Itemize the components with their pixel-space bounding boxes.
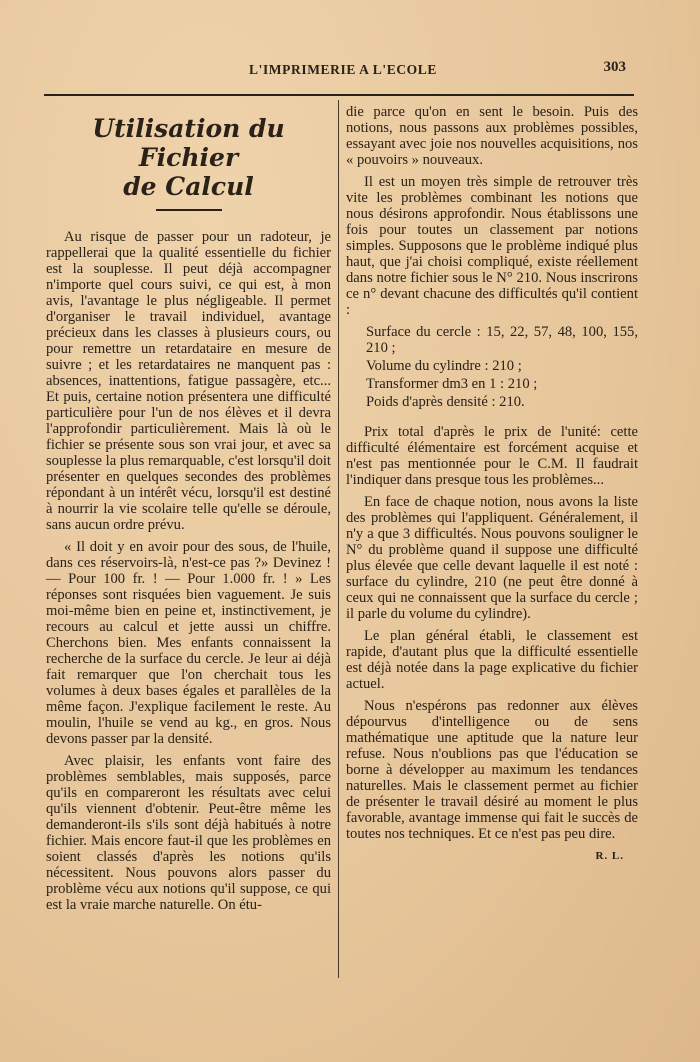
- article-title-line-2: de Calcul: [123, 172, 254, 201]
- paragraph: En face de chaque notion, nous avons la liste des problèmes qui l'appliquent. Généralement, il n'y a que 3 difficultés. Nous pouvons souligner le N° du problème quand il suppose une difficulté plus élevée que celle devant laquelle il est noté : surface du cylindre, 210 (ne peut être donné à ceux qui ne connaissent que la surface du cercle ; il parle du volume du cylindre).: [346, 494, 638, 622]
- author-signature: R. L.: [595, 850, 624, 862]
- running-title: L'IMPRIMERIE A L'ECOLE: [249, 62, 437, 77]
- difficulty-list: [346, 324, 638, 410]
- paragraph: Prix total d'après le prix de l'unité: cette difficulté élémentaire est forcément acquise et n'est pas mentionnée pour le C.M. Il faudrait l'indiquer dans presque tous les problèmes...: [346, 424, 638, 488]
- column-divider: [338, 100, 339, 978]
- paragraph: « Il doit y en avoir pour des sous, de l'huile, dans ces réservoirs-là, n'est-ce pas ?» Devinez ! — Pour 100 fr. ! — Pour 1.000 fr. ! » Les réponses sont risquées bien vaguement. Je suis moi-même bien en peine et, instinctivement, je recours au calcul et jette aussi un chiffre. Cherchons bien. Mes enfants connaissent la recherche de la surface du cercle. Je leur ai déjà fait remarquer que l'on cherchait tous les volumes à deux bases égales et parallèles de la même façon. J'explique facilement le reste. Au moulin, l'huile se vend au kg., en gros. Nous devons passer par la densité.: [46, 539, 331, 747]
- list-item: Volume du cylindre : 210 ;: [366, 358, 522, 374]
- right-column: [346, 104, 638, 864]
- paragraph: Au risque de passer pour un radoteur, je rappellerai que la qualité essentielle du fichier est la souplesse. Il peut déjà accompagner n'importe quel cours suivi, ce qui est, à mon avis, l'avantage le plus négligeable. Il permet d'organiser le travail individuel, avantage précieux dans les classes à plusieurs cours, ou pour remettre un retardataire en mesure de suivre ; et les retardataires ne manquent pas : absences, inattentions, fatigue passagère, etc... Et puis, certaine notion présentera une difficulté particulière pour l'un de nos élèves et il devra l'approfondir particulièrement. Mais là où le fichier se présente sous son vrai jour, et avec sa souplesse la plus remarquable, c'est lorsqu'il doit présenter en quelques secondes des problèmes répondant à un intérêt vécu, lorsqu'il est destiné à nourrir la vie scolaire telle qu'elle se déroule, sans aucun ordre prévu.: [46, 229, 331, 533]
- paragraph: Avec plaisir, les enfants vont faire des problèmes semblables, mais supposés, parce qu'ils en compareront les résultats avec celui qu'ils viennent d'obtenir. Peut-être même les demanderont-ils s'ils sont déjà habitués à notre fichier. Mais encore faut-il que les problèmes en soient classés d'après les notions qu'ils nécessitent. Nous pouvons alors passer du problème vécu aux notions qu'il suppose, ce qui est la vraie marche naturelle. On étu-: [46, 753, 331, 913]
- article-title-line-1: Utilisation du Fichier: [92, 114, 285, 172]
- list-item: Transformer dm3 en 1 : 210 ;: [366, 376, 538, 392]
- left-column: [46, 104, 331, 919]
- list-item: Poids d'après densité : 210.: [366, 394, 525, 410]
- article-title: [46, 114, 331, 201]
- paragraph: Il est un moyen très simple de retrouver très vite les problèmes combinant les notions que nous désirons approfondir. Nous établissons une fois pour toutes un classement par notions simples. Supposons que le problème indiqué plus haut, que j'ai choisi compliqué, existe réellement dans notre fichier sous le N° 210. Nous inscrirons ce n° devant chacune des difficultés qu'il contient :: [346, 174, 638, 318]
- list-item: Surface du cercle : 15, 22, 57, 48, 100, 155, 210 ;: [366, 324, 638, 356]
- paragraph-continued: die parce qu'on en sent le besoin. Puis des notions, nous passons aux problèmes possibles, essayant avec joie nos nouvelles acquisitions, nos « pouvoirs » nouveaux.: [346, 104, 638, 168]
- paragraph: Le plan général établi, le classement est rapide, d'autant plus que la difficulté essentielle est déjà notée dans la page explicative du fichier actuel.: [346, 628, 638, 692]
- page-number: 303: [603, 59, 626, 75]
- page-header: [44, 58, 634, 96]
- title-underline: [156, 209, 222, 211]
- paragraph: Nous n'espérons pas redonner aux élèves dépourvus d'intelligence ou de sens mathématique une aptitude que la nature leur refuse. Nous n'oublions pas que l'éducation se borne à développer au maximum les tendances naturelles. Mais le classement permet au fichier de présenter le travail désiré au moment le plus favorable, avantage immense qui fait le succès de toutes nos techniques. Et ce n'est pas peu dire.: [346, 698, 638, 842]
